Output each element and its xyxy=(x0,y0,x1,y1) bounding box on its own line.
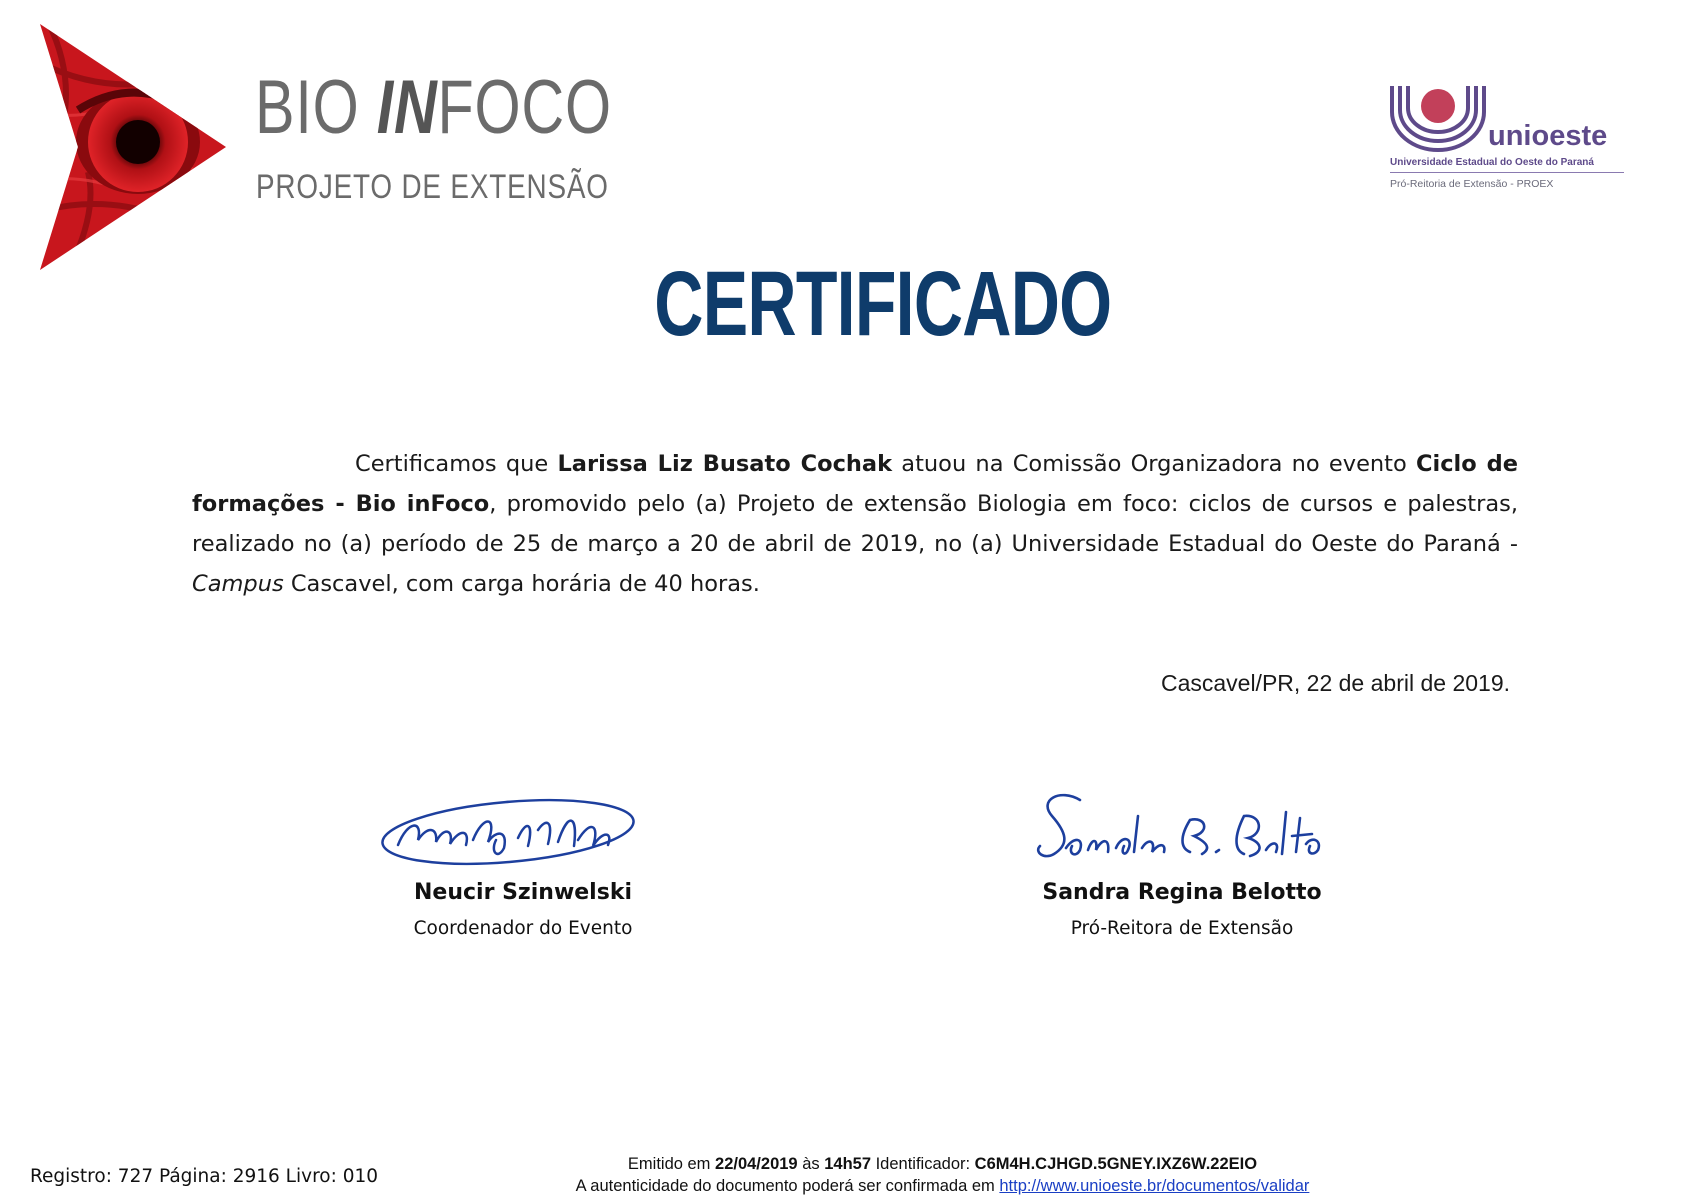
certificate-title xyxy=(0,253,1684,355)
body-details: , promovido pelo (a) Projeto de extensão Biologia em foco: ciclos de cursos e palestras, realizado no (a) período de 25 de março a 20 de abril de 2019, no (a) Universidade Estadual do Oeste do Paraná - xyxy=(192,491,1518,557)
institution-divider xyxy=(1390,172,1624,173)
signature-neucir-icon xyxy=(378,790,643,870)
validation-text: A autenticidade do documento poderá ser confirmada em xyxy=(575,1177,1000,1195)
body-role: atuou na Comissão Organizadora no evento xyxy=(892,451,1416,477)
validation-info xyxy=(380,1177,1505,1196)
emission-prefix: Emitido em xyxy=(627,1155,716,1173)
institution-name: unioeste xyxy=(1488,120,1608,152)
signatory-role: Coordenador do Evento xyxy=(413,918,633,939)
brand-title-mid: IN xyxy=(376,65,438,150)
certificate-title-text: CERTIFICADO xyxy=(653,253,1112,355)
signatory-role: Pró-Reitora de Extensão xyxy=(1070,918,1294,939)
participant-name: Larissa Liz Busato Cochak xyxy=(557,451,893,477)
emission-time: 14h57 xyxy=(824,1155,872,1173)
brand-subtitle: PROJETO DE EXTENSÃO xyxy=(256,168,609,206)
institution-full-name: Universidade Estadual do Oeste do Paraná xyxy=(1390,157,1594,168)
brand-title-right: FOCO xyxy=(437,65,612,150)
brand-title xyxy=(255,65,612,150)
body-intro: Certificamos que xyxy=(355,451,558,477)
institution-department: Pró-Reitoria de Extensão - PROEX xyxy=(1390,178,1554,190)
emission-date: 22/04/2019 xyxy=(715,1155,798,1173)
certificate-body xyxy=(192,444,1518,604)
registration-info: Registro: 727 Página: 2916 Livro: 010 xyxy=(30,1166,379,1187)
validation-link[interactable]: http://www.unioeste.br/documentos/validar xyxy=(999,1177,1310,1195)
signatory-name: Neucir Szinwelski xyxy=(414,880,632,905)
place-and-date: Cascavel/PR, 22 de abril de 2019. xyxy=(1160,670,1510,696)
document-identifier: C6M4H.CJHGD.5GNEY.IXZ6W.22EIO xyxy=(974,1155,1258,1173)
campus-word: Campus xyxy=(192,571,284,597)
body-hours: Cascavel, com carga horária de 40 horas. xyxy=(283,571,760,597)
identifier-label: Identificador: xyxy=(871,1155,975,1173)
emission-at: às xyxy=(797,1155,825,1173)
brand-title-left: BIO xyxy=(255,65,377,150)
event-name: Ciclo de formações - Bio inFoco xyxy=(192,451,1518,517)
unioeste-emblem-icon xyxy=(1390,86,1486,152)
signatory-name: Sandra Regina Belotto xyxy=(1042,880,1322,905)
bio-infoco-eye-logo-icon xyxy=(38,22,228,272)
emission-info xyxy=(380,1155,1505,1174)
signature-sandra-icon xyxy=(1030,786,1330,870)
